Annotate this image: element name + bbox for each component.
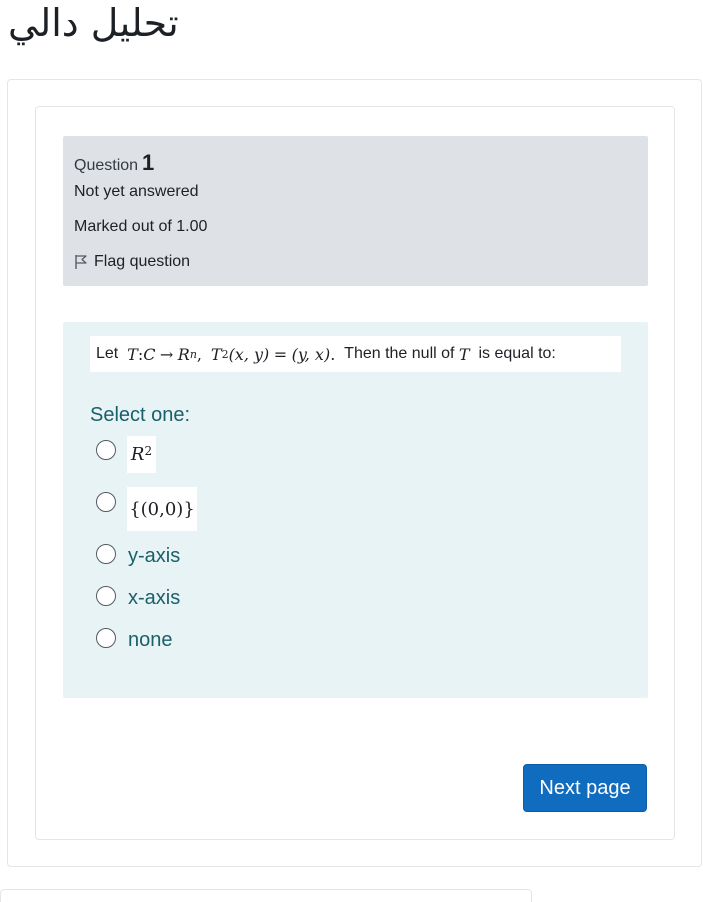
option-label-1[interactable] [127, 436, 156, 473]
qtext-T-again: T [458, 344, 470, 364]
qtext-arrow: → [159, 344, 174, 364]
question-text [90, 336, 621, 372]
select-one-prompt: Select one: [90, 404, 191, 426]
qtext-eq: = [273, 344, 288, 364]
qtext-n: n [189, 347, 197, 361]
option-1-base: R [130, 444, 145, 465]
qtext-T2: T [210, 344, 222, 364]
qtext-sub2: 2 [221, 347, 229, 361]
flag-question-link[interactable] [74, 253, 190, 271]
option-radio-2[interactable] [96, 492, 116, 512]
qtext-C: C [143, 344, 156, 364]
question-label [74, 150, 154, 176]
qtext-R: R [177, 344, 190, 364]
option-1-sup: 2 [144, 443, 153, 458]
qtext-dot: . [330, 344, 336, 364]
flag-question-label: Flag question [94, 253, 191, 270]
qtext-let: Let [96, 345, 119, 362]
question-number: 1 [142, 150, 155, 175]
option-radio-1[interactable] [96, 440, 116, 460]
qtext-comma: , [196, 344, 202, 364]
qtext-tail: is equal to: [478, 345, 556, 362]
page-title: تحليل دالي [8, 1, 179, 45]
option-label-3[interactable]: y-axis [128, 545, 181, 567]
qtext-lhs: (x, y) [228, 344, 270, 364]
option-label-4[interactable]: x-axis [128, 587, 181, 609]
option-radio-5[interactable] [96, 628, 116, 648]
question-state: Not yet answered [74, 183, 199, 200]
option-label-5[interactable]: none [128, 629, 173, 651]
option-radio-4[interactable] [96, 586, 116, 606]
qtext-then: Then the null of [344, 345, 455, 362]
footer-card [0, 889, 532, 902]
question-grade: Marked out of 1.00 [74, 218, 208, 235]
qtext-rhs: (y, x) [291, 344, 331, 364]
option-label-2[interactable] [127, 487, 197, 531]
qtext-colon: : [137, 344, 144, 364]
next-page-button[interactable]: Next page [523, 764, 647, 812]
qtext-T: T [127, 344, 138, 364]
flag-icon [74, 254, 88, 270]
question-label-text: Question [74, 157, 139, 174]
option-radio-3[interactable] [96, 544, 116, 564]
option-2-text: {(0,0)} [129, 498, 195, 520]
